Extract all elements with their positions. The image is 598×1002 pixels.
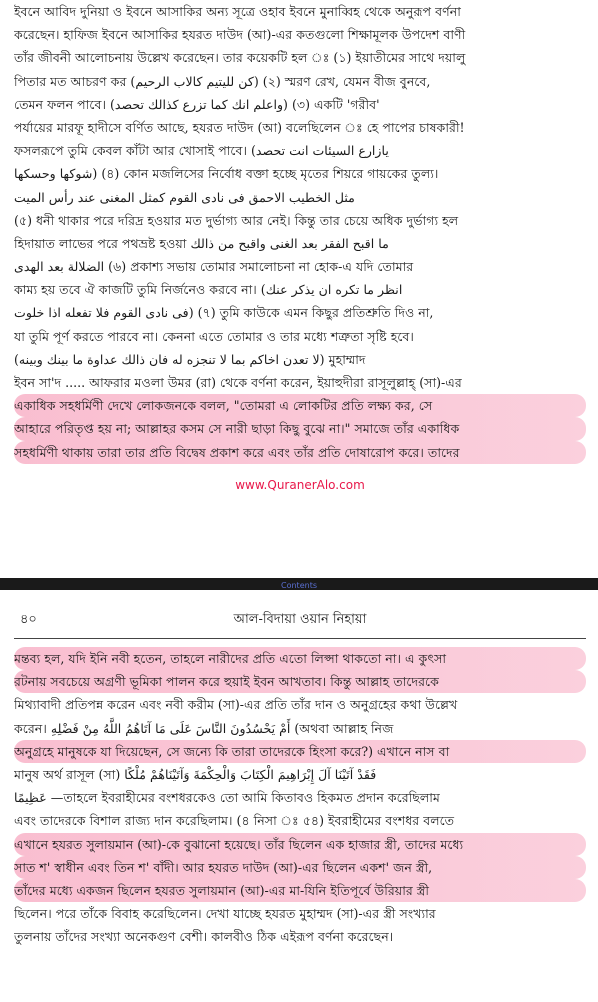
header-rule [14, 638, 586, 639]
text-line: (لا تعدن اخاكم بما لا تنجزه له فان ذالك عداوة ما بينك وبينه) মুহাম্মাদ [14, 351, 366, 367]
text-line: فى نادى القوم فلا تفعله اذا خلوت) (৭) তুমি কাউকে এমন কিছুর প্রতিশ্রুতি দিও না, [14, 305, 434, 321]
text-line: মিথ্যাবাদী প্রতিপন্ন করেন এবং নবী করীম (সা)-এর প্রতি তাঁর দান ও অনুগ্রহের কথা উল্লেখ [14, 697, 458, 713]
text-line: তুলনায় তাঁদের সংখ্যা অনেকগুণ বেশী। কালবীও ঠিক এইরূপ বর্ণনা করেছেন। [14, 929, 394, 945]
text-line: তেমন ফলন পাবে। (واعلم انك كما تزرع كذالك تحصد) (৩) একটি 'গরীব' [14, 96, 380, 112]
highlighted-text-line: এখানে হযরত সুলায়মান (আ)-কে বুঝানো হয়েছে। তাঁর ছিলেন এক হাজার স্ত্রী, তাদের মধ্যে [14, 833, 586, 856]
page-divider [0, 578, 598, 590]
text-line: এবং তাদেরকে বিশাল রাজ্য দান করেছিলাম। (৪ নিসা ঃ ৫৪) ইবরাহীমের বংশধর বলতে [14, 813, 455, 829]
text-line: شوكها وحسكها) (৪) কোন মজলিসের নির্বোধ বক্তা হচ্ছে মৃতের শিয়রে গায়কের তুল্য। [14, 166, 439, 182]
text-line: عَظِيمًا —তাহলে ইবরাহীমের বংশধরকেও তো আমি কিতাবও হিকমত প্রদান করেছিলাম [14, 790, 440, 806]
text-line: যা তুমি পূর্ণ করতে পারবে না। কেননা এতে তোমার ও তার মধ্যে শত্রুতা সৃষ্টি হবে। [14, 328, 414, 344]
text-line: তাঁর জীবনী আলোচনায় উল্লেখ করেছেন। তার কয়েকটি হল ঃ (১) ইয়াতীমের সাথে দয়ালু [14, 50, 466, 66]
highlighted-text-line: সহধর্মিণী থাকায় তারা তার প্রতি বিদ্বেষ প্রকাশ করে এবং তাঁর প্রতি দোষারোপ করে। তাদের [14, 441, 586, 464]
text-line: ছিলেন। পরে তাঁকে বিবাহ করেছিলেন। দেখা যাচ্ছে হযরত মুহাম্মদ (সা)-এর স্ত্রী সংখ্যার [14, 906, 436, 922]
highlighted-text-line: একাধিক সহধর্মিণী দেখে লোকজনকে বলল, "তোমরা এ লোকটির প্রতি লক্ষ্য কর, সে [14, 394, 586, 417]
highlighted-text-line: মন্তব্য হল, যদি ইনি নবী হতেন, তাহলে নারীদের প্রতি এতো লিপ্সা থাকতো না। এ কুৎসা [14, 647, 586, 670]
text-line: করেন। أَمْ يَحْسُدُونَ النَّاسَ عَلَى مَا آتَاهُمُ اللَّهُ مِنْ فَضْلِهِ (অথবা আল্লাহ নিজ [14, 720, 394, 736]
text-line: পর্যায়ের মারফূ হাদীসে বর্ণিত আছে, হযরত দাউদ (আ) বলেছিলেন ঃ হে পাপের চাষকারী! [14, 119, 465, 135]
text-line: الضلالة بعد الهدى (৬) প্রকাশ্য সভায় তোমার সমালোচনা না হোক-এ যদি তোমার [14, 259, 414, 275]
highlighted-text-line: তাঁদের মধ্যে একজন ছিলেন হযরত সুলায়মান (আ)-এর মা-যিনি ইতিপূর্বে উরিয়ার স্ত্রী [14, 879, 586, 902]
text-line: কাম্য হয় তবে ঐ কাজটি তুমি নির্জনেও করবে না। (انظر ما تكره ان يذكر عنك [14, 282, 403, 298]
top-text-block [14, 0, 586, 464]
contents-tab[interactable]: Contents [275, 581, 323, 590]
text-line: ইবন সা'দ ..... আফরার মওলা উমর (রা) থেকে বর্ণনা করেন, ইয়াহুদীরা রাসূলুল্লাহ্ (সা)-এর [14, 375, 462, 390]
text-line: মানুষ অর্থ রাসূল (সা) فَقَدْ آتَيْنَا آلَ إِبْرَاهِيمَ الْكِتَابَ وَالْحِكْمَةَ وَآتَيْنَاهُمْ مُلْكًا [14, 766, 377, 782]
highlighted-text-line: আহারে পরিতৃপ্ত হয় না; আল্লাহর কসম সে নারী ছাড়া কিছু বুঝে না।" সমাজে তাঁর একাধিক [14, 417, 586, 440]
text-line: مثل الخطيب الاحمق فى نادى القوم كمثل المغنى عند رأس الميت [14, 189, 355, 205]
text-line: হিদায়াত লাভের পরে পথভ্রষ্ট হওয়া ما اقبح الفقر بعد الغنى واقبح من ذالك [14, 235, 389, 251]
bottom-page [0, 590, 598, 1002]
running-header [14, 590, 586, 632]
watermark-text: www.QuranerAlo.com [235, 477, 365, 492]
text-line: ইবনে আবিদ দুনিয়া ও ইবনে আসাকির অন্য সূত্রে ওহাব ইবনে মুনাব্বিহ থেকে অনুরূপ বর্ণনা [14, 4, 461, 19]
text-line: ফসলরূপে তুমি কেবল কাঁটা আর খোসাই পাবে। (يازارع السيئات انت تحصد [14, 143, 389, 159]
highlighted-text-line: সাত শ' স্বাধীন এবং তিন শ' বাঁদী। আর হযরত দাউদ (আ)-এর ছিলেন একশ' জন স্ত্রী, [14, 856, 586, 879]
text-line: (৫) ধনী থাকার পরে দরিদ্র হওয়ার মত দুর্ভাগ্য আর নেই। কিন্তু তার চেয়ে অধিক দুর্ভাগ্য হল [14, 212, 459, 228]
running-title: আল-বিদায়া ওয়ান নিহায়া [233, 611, 367, 627]
highlighted-text-line: রটনায় সবচেয়ে অগ্রণী ভূমিকা পালন করে হুয়াই ইবন আখতাব। কিন্তু আল্লাহ তাদেরকে [14, 670, 586, 693]
bottom-text-block [14, 647, 586, 948]
highlighted-text-line: অনুগ্রহে মানুষকে যা দিয়েছেন, সে জন্যে কি তারা তাদেরকে হিংসা করে?) এখানে নাস বা [14, 740, 586, 763]
text-line: করেছেন। হাফিজ ইবনে আসাকির হযরত দাউদ (আ)-এর কতগুলো শিক্ষামূলক উপদেশ বাণী [14, 27, 466, 43]
page-number: ৪০ [20, 611, 37, 627]
text-line: পিতার মত আচরণ কর (كن لليتيم كالاب الرحيم) (২) স্মরণ রেখ, যেমন বীজ বুনবে, [14, 73, 431, 89]
